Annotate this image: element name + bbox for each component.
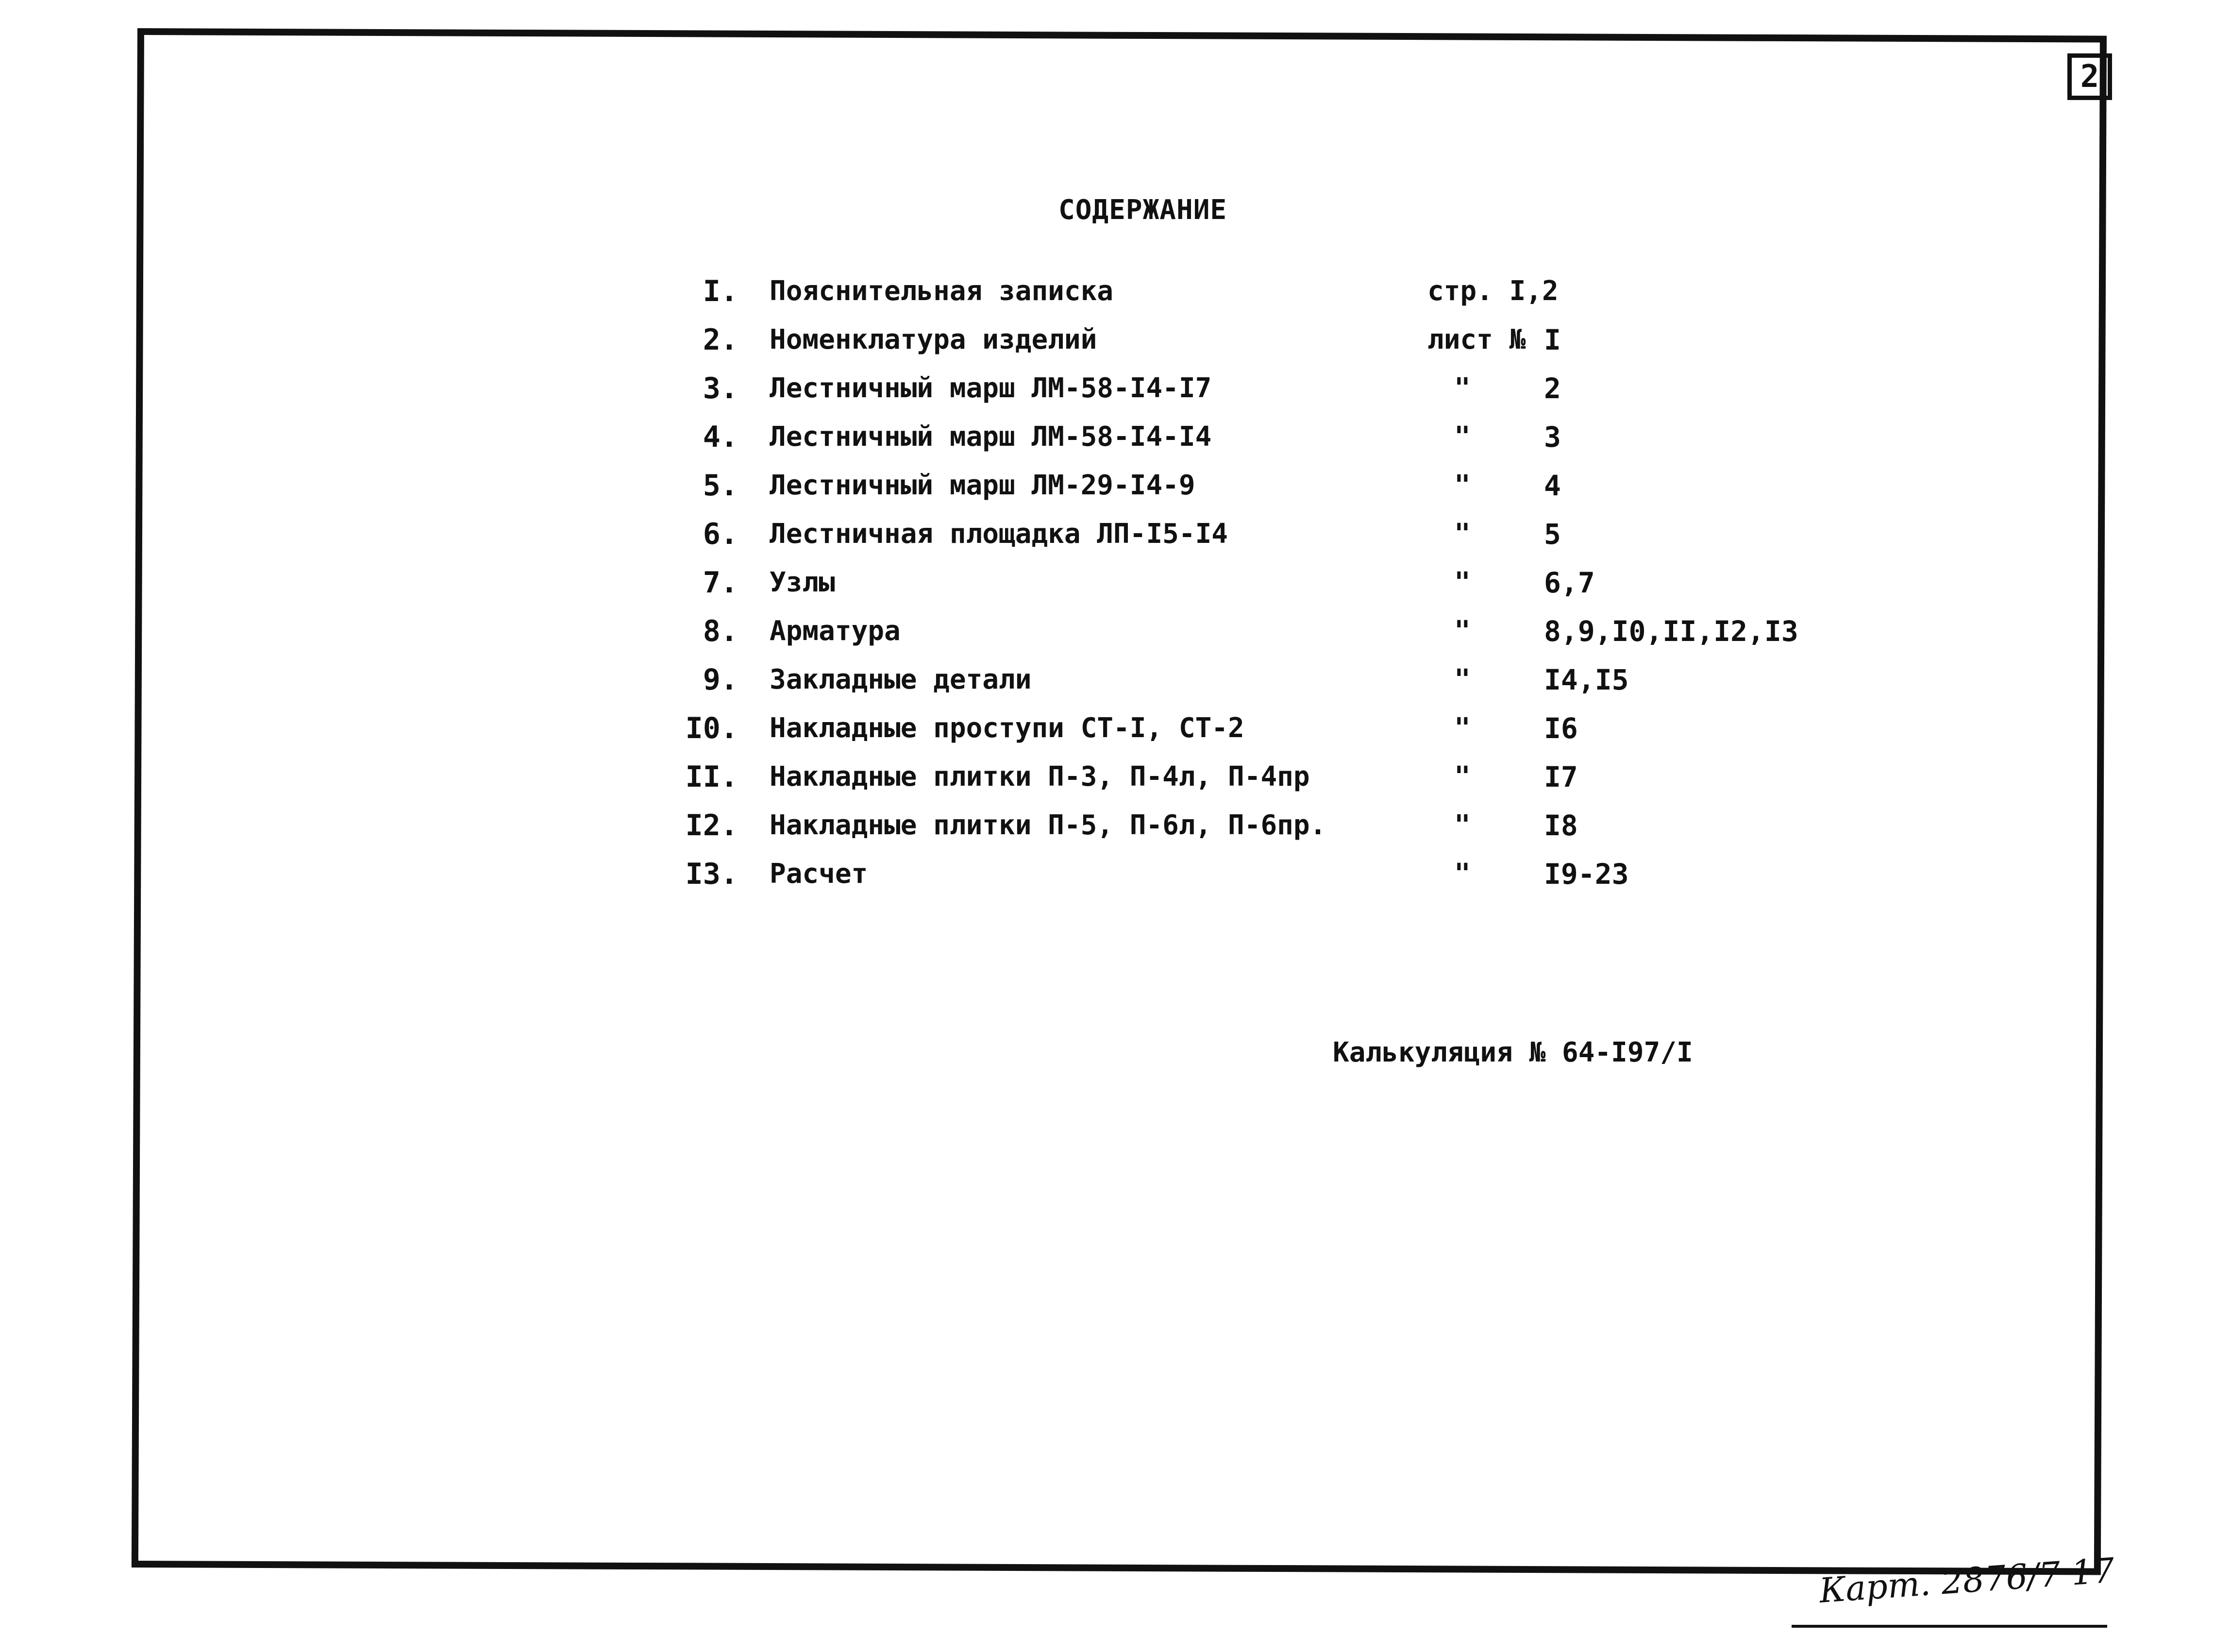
toc-row <box>0 709 2231 748</box>
document-title: СОДЕРЖАНИЕ <box>1058 194 1227 226</box>
toc-row <box>0 758 2231 796</box>
toc-row-title: Расчет <box>770 858 868 890</box>
toc-row-number: 3. <box>703 371 738 405</box>
toc-row <box>0 855 2231 893</box>
toc-row-ditto: " <box>1454 518 1471 550</box>
toc-row <box>0 418 2231 456</box>
toc-row-pages: 6,7 <box>1544 566 1595 599</box>
toc-row <box>0 660 2231 699</box>
toc-row-title: Лестничный марш ЛМ-29-I4-9 <box>770 470 1195 501</box>
toc-row-ditto: " <box>1454 615 1471 647</box>
toc-row-title: Арматура <box>770 615 901 647</box>
toc-row-pages: I6 <box>1544 712 1578 745</box>
toc-row <box>0 612 2231 651</box>
toc-row <box>0 466 2231 505</box>
toc-row-title: Накладные проступи СТ-I, СТ-2 <box>770 712 1244 744</box>
toc-row-pages: 2 <box>1544 372 1561 405</box>
toc-row-number: 2. <box>703 323 738 357</box>
archive-note-underline <box>1792 1625 2107 1628</box>
toc-row-number: I2. <box>685 809 738 843</box>
toc-row-title: Номенклатура изделий <box>770 324 1097 355</box>
toc-row-number: I3. <box>685 857 738 891</box>
toc-row-title: Накладные плитки П-3, П-4л, П-4пр <box>770 761 1310 792</box>
toc-row <box>0 369 2231 408</box>
calculation-reference: Калькуляция № 64-I97/I <box>1333 1037 1693 1068</box>
toc-row-pages: I8 <box>1544 809 1578 842</box>
toc-row-number: I0. <box>685 711 738 745</box>
toc-row-pages: I <box>1544 323 1561 356</box>
toc-row-title: Пояснительная записка <box>770 275 1114 307</box>
toc-row-ditto: " <box>1454 858 1471 890</box>
toc-row-number: II. <box>685 760 738 794</box>
toc-row-ditto: " <box>1454 421 1471 453</box>
toc-row-ref: стр. I,2 <box>1427 275 1559 307</box>
toc-row-pages: 5 <box>1544 518 1561 551</box>
toc-row-ditto: " <box>1454 567 1471 598</box>
toc-row-pages: 3 <box>1544 421 1561 454</box>
toc-row-ditto: " <box>1454 470 1471 501</box>
toc-row-pages: 8,9,I0,II,I2,I3 <box>1544 615 1798 648</box>
toc-row <box>0 563 2231 602</box>
toc-row-ditto: " <box>1454 712 1471 744</box>
toc-row-pages: I9-23 <box>1544 858 1629 891</box>
toc-row <box>0 806 2231 845</box>
toc-row-title: Лестничный марш ЛМ-58-I4-I4 <box>770 421 1212 453</box>
toc-row-ditto: " <box>1454 372 1471 404</box>
toc-row <box>0 272 2231 311</box>
toc-row <box>0 515 2231 554</box>
toc-row-number: 9. <box>703 663 738 697</box>
toc-row-title: Лестничный марш ЛМ-58-I4-I7 <box>770 372 1212 404</box>
toc-row-title: Накладные плитки П-5, П-6л, П-6пр. <box>770 809 1326 841</box>
toc-row <box>0 320 2231 359</box>
sheet-number: 2 <box>2080 59 2099 95</box>
toc-row-number: 7. <box>703 566 738 600</box>
toc-row-pages: 4 <box>1544 469 1561 502</box>
toc-row-number: 5. <box>703 469 738 503</box>
archive-handwritten-note: Карт. 2876/7 17 <box>1818 1550 2116 1611</box>
toc-row-title: Узлы <box>770 567 835 598</box>
toc-row-number: 6. <box>703 517 738 551</box>
toc-row-pages: I7 <box>1544 760 1578 793</box>
toc-row-number: 8. <box>703 614 738 648</box>
toc-row-number: 4. <box>703 420 738 454</box>
toc-row-ditto: " <box>1454 664 1471 695</box>
toc-row-pages: I4,I5 <box>1544 663 1629 696</box>
toc-row-ditto: " <box>1454 809 1471 841</box>
toc-row-title: Закладные детали <box>770 664 1032 695</box>
toc-row-ditto: " <box>1454 761 1471 792</box>
toc-row-title: Лестничная площадка ЛП-I5-I4 <box>770 518 1228 550</box>
toc-row-ref: лист № <box>1427 324 1526 355</box>
toc-row-number: I. <box>703 274 738 308</box>
